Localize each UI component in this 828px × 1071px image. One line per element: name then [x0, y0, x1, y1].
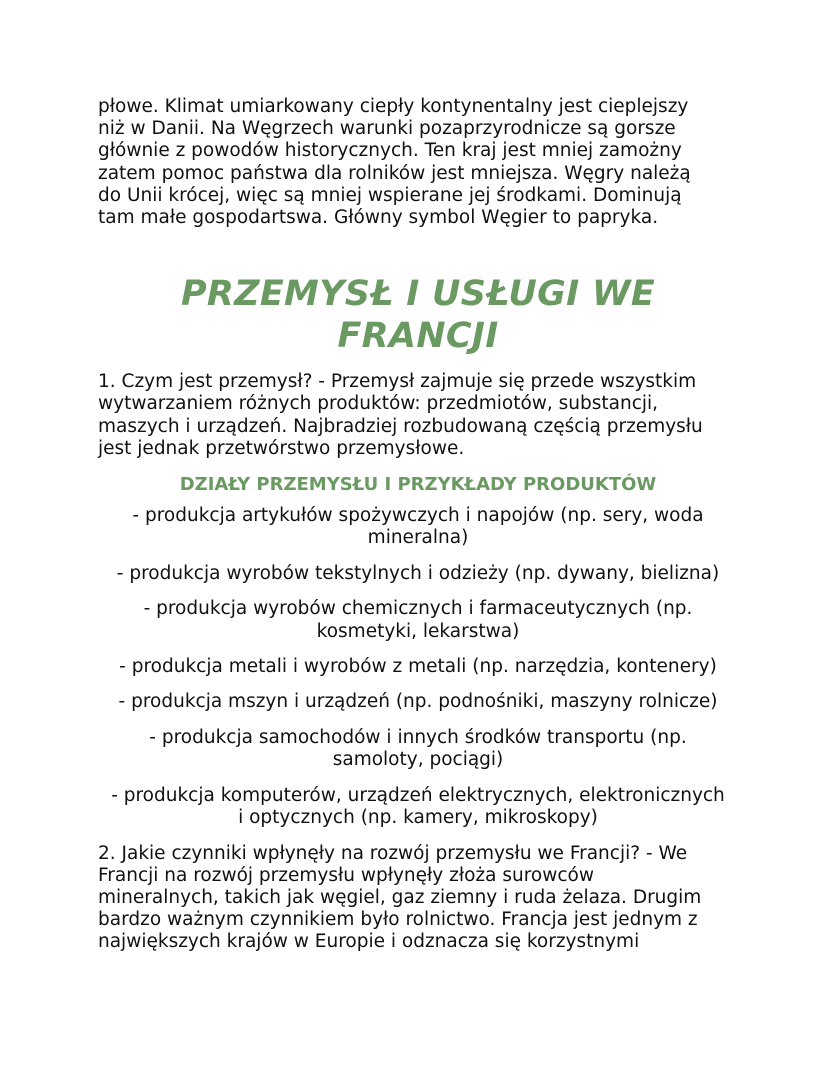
question-1-line: jest jednak przetwórstwo przemysłowe. — [98, 437, 465, 459]
list-item — [98, 691, 738, 713]
section-title-line-1: PRZEMYSŁ I USŁUGI WE — [180, 274, 656, 315]
list-item — [98, 785, 738, 830]
intro-line: tam małe gospodartswa. Główny symbol Węgier to papryka. — [98, 207, 659, 229]
list-item-line: mineralna) — [367, 527, 469, 549]
list-item-line: samoloty, pociągi) — [332, 749, 504, 771]
question-1-line: 1. Czym jest przemysł? - Przemysł zajmuje się przede wszystkim — [98, 371, 697, 393]
question-1-line: wytwarzaniem różnych produktów: przedmiotów, substancji, — [98, 393, 659, 415]
list-item — [98, 656, 738, 678]
industries-subheading: DZIAŁY PRZEMYSŁU I PRZYKŁADY PRODUKTÓW — [179, 474, 657, 496]
list-item-line: - produkcja komputerów, urządzeń elektrycznych, elektronicznych — [111, 784, 725, 806]
list-item — [98, 505, 738, 550]
list-item-line: - produkcja metali i wyrobów z metali (np. narzędzia, kontenery) — [119, 656, 717, 678]
question-1-paragraph — [98, 371, 738, 460]
intro-line: do Unii krócej, więc są mniej wspierane jej środkami. Dominują — [98, 184, 682, 206]
question-2-line: mineralnych, takich jak węgiel, gaz ziemny i ruda żelaza. Drugim — [98, 886, 702, 908]
list-item-line: - produkcja artykułów spożywczych i napojów (np. sery, woda — [132, 505, 704, 527]
question-2-line: 2. Jakie czynniki wpłynęły na rozwój przemysłu we Francji? - We — [98, 842, 688, 864]
industries-list — [98, 505, 738, 829]
list-item — [98, 563, 738, 585]
section-title-line-2: FRANCJI — [337, 316, 499, 357]
intro-line: płowe. Klimat umiarkowany ciepły kontynentalny jest cieplejszy — [98, 96, 689, 117]
list-item-line: i optycznych (np. kamery, mikroskopy) — [238, 807, 598, 829]
question-2-line: bardzo ważnym czynnikiem było rolnictwo. Francja jest jednym z — [98, 909, 698, 931]
list-item-line: - produkcja wyrobów chemicznych i farmaceutycznych (np. — [143, 598, 693, 620]
question-1-line: maszych i urządzeń. Najbradziej rozbudowaną częścią przemysłu — [98, 415, 703, 437]
list-item — [98, 727, 738, 772]
intro-line: głównie z powodów historycznych. Ten kraj jest mniej zamożny — [98, 140, 682, 162]
list-item-line: - produkcja wyrobów tekstylnych i odzieży (np. dywany, bielizna) — [116, 562, 720, 584]
list-item-line: - produkcja mszyn i urządzeń (np. podnośniki, maszyny rolnicze) — [118, 691, 718, 713]
list-item-line: kosmetyki, lekarstwa) — [316, 620, 520, 642]
list-item — [98, 598, 738, 643]
list-item-line: - produkcja samochodów i innych środków transportu (np. — [149, 726, 687, 748]
section-title — [98, 273, 738, 357]
intro-line: niż w Danii. Na Węgrzech warunki pozaprzyrodnicze są gorsze — [98, 118, 676, 140]
question-2-paragraph — [98, 843, 738, 954]
document-page — [98, 96, 738, 954]
intro-line: zatem pomoc państwa dla rolników jest mniejsza. Węgry należą — [98, 162, 691, 184]
question-2-line: Francji na rozwój przemysłu wpłynęły złoża surowców — [98, 864, 594, 886]
question-2-line: największych krajów w Europie i odznacza się korzystnymi — [98, 931, 640, 953]
intro-paragraph — [98, 96, 738, 229]
